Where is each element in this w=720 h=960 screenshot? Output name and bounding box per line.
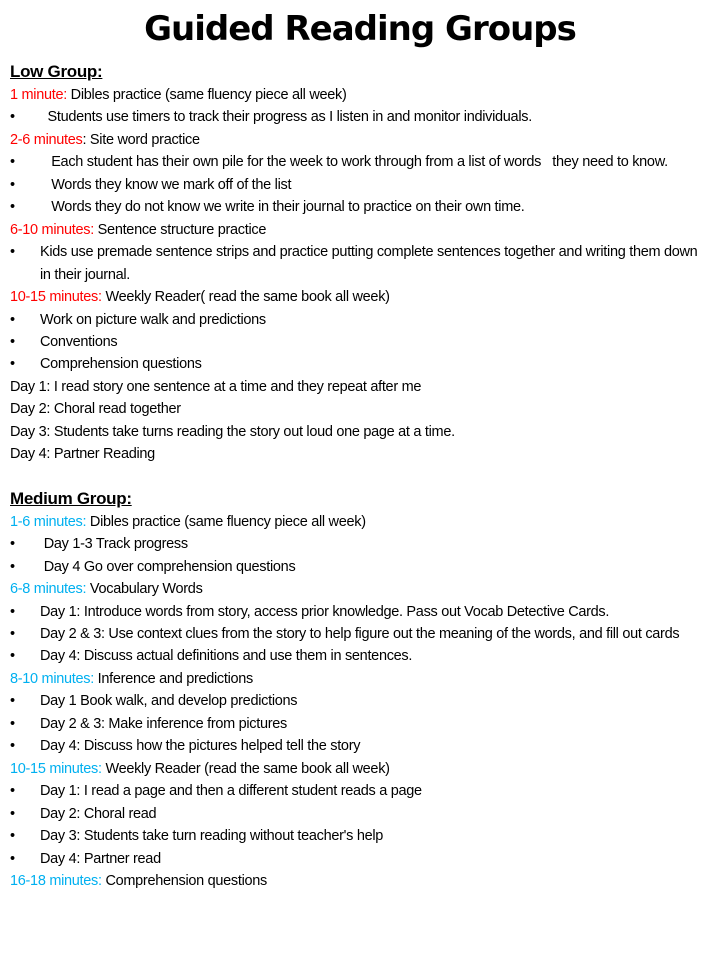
time-label: 10-15 minutes:	[10, 760, 102, 777]
section-low-group	[10, 59, 710, 466]
activity-text: Comprehension questions	[101, 872, 268, 889]
plain-line: Day 2: Choral read together	[10, 401, 181, 418]
activity-text: Dibles practice (same fluency piece all week)	[66, 87, 347, 103]
bullet-item	[10, 331, 710, 353]
bullet-icon: •	[10, 738, 15, 755]
bullet-item	[10, 645, 710, 667]
bullet-icon: •	[10, 199, 15, 216]
bullet-text: Comprehension questions	[40, 356, 202, 373]
activity-text: Weekly Reader (read the same book all week)	[101, 760, 390, 777]
time-label: 8-10 minutes:	[10, 670, 94, 687]
bullet-icon: •	[10, 603, 15, 620]
bullet-item	[10, 309, 710, 331]
time-block-line	[10, 286, 710, 308]
bullet-icon: •	[10, 109, 15, 126]
bullet-icon: •	[10, 176, 15, 193]
bullet-item	[10, 241, 710, 286]
time-label: 1-6 minutes:	[10, 513, 87, 530]
bullet-item	[10, 803, 710, 825]
bullet-text: Day 1: Introduce words from story, access prior knowledge. Pass out Vocab Detective Cards.	[40, 603, 610, 620]
bullet-icon: •	[10, 311, 15, 328]
bullet-icon: •	[10, 244, 15, 261]
bullet-text: Day 4: Discuss actual definitions and use them in sentences.	[40, 648, 413, 665]
bullet-text: Day 1-3 Track progress	[40, 536, 188, 553]
bullet-item	[10, 825, 710, 847]
bullet-text: Words they know we mark off of the list	[40, 176, 292, 193]
bullet-text: Day 2 & 3: Use context clues from the story to help figure out the meaning of the words, and fill out cards	[40, 625, 680, 642]
bullet-text: Work on picture walk and predictions	[40, 311, 266, 328]
time-label: 16-18 minutes:	[10, 872, 102, 889]
bullet-item	[10, 735, 710, 757]
bullet-item	[10, 151, 710, 173]
time-label: 1 minute:	[10, 87, 67, 103]
section-heading: Medium Group:	[10, 488, 132, 508]
document-body	[0, 59, 720, 892]
bullet-item	[10, 848, 710, 870]
bullet-item	[10, 106, 710, 128]
bullet-icon: •	[10, 715, 15, 732]
bullet-icon: •	[10, 783, 15, 800]
bullet-text: Day 2: Choral read	[40, 805, 157, 822]
activity-text: Inference and predictions	[93, 670, 254, 687]
bullet-item	[10, 601, 710, 623]
time-block-line	[10, 668, 710, 690]
bullet-icon: •	[10, 558, 15, 575]
bullet-item	[10, 690, 710, 712]
time-block-line	[10, 219, 710, 241]
bullet-icon: •	[10, 154, 15, 171]
bullet-text: Day 4: Partner read	[40, 850, 161, 867]
bullet-icon: •	[10, 536, 15, 553]
bullet-icon: •	[10, 625, 15, 642]
bullet-icon: •	[10, 333, 15, 350]
bullet-text: Day 1: I read a page and then a different student reads a page	[40, 783, 422, 800]
bullet-text: Words they do not know we write in their journal to practice on their own time.	[40, 199, 525, 216]
bullet-item	[10, 533, 710, 555]
section-heading: Low Group:	[10, 62, 103, 81]
bullet-text: Day 3: Students take turn reading without teacher's help	[40, 828, 384, 845]
bullet-text: Day 4: Discuss how the pictures helped tell the story	[40, 738, 361, 755]
time-block-line	[10, 758, 710, 780]
bullet-item	[10, 623, 710, 645]
bullet-text: Day 4 Go over comprehension questions	[40, 558, 296, 575]
bullet-item	[10, 196, 710, 218]
page-title: Guided Reading Groups	[144, 9, 576, 49]
time-label: 10-15 minutes:	[10, 289, 102, 306]
plain-line: Day 3: Students take turns reading the story out loud one page at a time.	[10, 423, 455, 440]
bullet-text: Each student has their own pile for the week to work through from a list of words they need to know.	[40, 154, 668, 171]
section-medium-group	[10, 486, 710, 893]
bullet-text: Kids use premade sentence strips and practice putting complete sentences together and writing them down in their journal.	[40, 244, 702, 283]
activity-text: Sentence structure practice	[93, 221, 267, 238]
bullet-icon: •	[10, 648, 15, 665]
bullet-text: Conventions	[40, 333, 118, 350]
bullet-item	[10, 174, 710, 196]
bullet-icon: •	[10, 356, 15, 373]
bullet-icon: •	[10, 850, 15, 867]
activity-text: : Site word practice	[82, 131, 200, 148]
plain-line: Day 4: Partner Reading	[10, 446, 155, 463]
time-block-line	[10, 578, 710, 600]
bullet-icon: •	[10, 805, 15, 822]
bullet-text: Students use timers to track their progress as I listen in and monitor individuals.	[40, 109, 532, 126]
bullet-item	[10, 556, 710, 578]
activity-text: Vocabulary Words	[86, 581, 203, 598]
bullet-item	[10, 713, 710, 735]
bullet-text: Day 1 Book walk, and develop predictions	[40, 693, 298, 710]
bullet-item	[10, 353, 710, 375]
bullet-text: Day 2 & 3: Make inference from pictures	[40, 715, 287, 732]
time-block-line	[10, 511, 710, 533]
time-block-line	[10, 84, 710, 106]
time-block-line	[10, 129, 710, 151]
bullet-item	[10, 780, 710, 802]
plain-line: Day 1: I read story one sentence at a time and they repeat after me	[10, 378, 422, 395]
time-label: 6-10 minutes:	[10, 221, 94, 238]
activity-text: Dibles practice (same fluency piece all week)	[86, 513, 366, 530]
bullet-icon: •	[10, 693, 15, 710]
activity-text: Weekly Reader( read the same book all week)	[101, 289, 390, 306]
time-block-line	[10, 870, 710, 892]
time-label: 2-6 minutes	[10, 131, 83, 148]
bullet-icon: •	[10, 828, 15, 845]
time-label: 6-8 minutes:	[10, 581, 87, 598]
